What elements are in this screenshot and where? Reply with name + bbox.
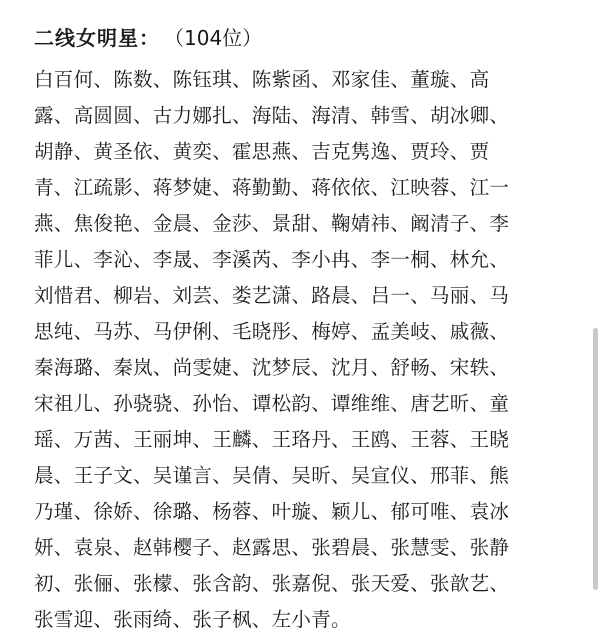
text-line: 青、江疏影、蒋梦婕、蒋勤勤、蒋依依、江映蓉、江一: [34, 176, 510, 199]
text-line: 秦海璐、秦岚、尚雯婕、沈梦辰、沈月、舒畅、宋轶、: [34, 356, 510, 379]
text-line: 胡静、黄圣依、黄奕、霍思燕、吉克隽逸、贾玲、贾: [34, 140, 490, 163]
heading-count: （104位）: [164, 25, 263, 50]
text-line: 露、高圆圆、古力娜扎、海陆、海清、韩雪、胡冰卿、: [34, 104, 510, 127]
text-line: 乃瑾、徐娇、徐璐、杨蓉、叶璇、颖儿、郁可唯、袁冰: [34, 500, 510, 523]
text-line: 燕、焦俊艳、金晨、金莎、景甜、鞠婧祎、阚清子、李: [34, 212, 510, 235]
heading: [34, 20, 262, 52]
heading-title: 二线女明星：: [34, 25, 160, 50]
text-line: 菲儿、李沁、李晟、李溪芮、李小冉、李一桐、林允、: [34, 248, 510, 271]
text-line: 初、张俪、张檬、张含韵、张嘉倪、张天爱、张歆艺、: [34, 572, 510, 595]
text-line: 妍、袁泉、赵韩樱子、赵露思、张碧晨、张慧雯、张静: [34, 536, 510, 559]
text-line: 白百何、陈数、陈钰琪、陈紫函、邓家佳、董璇、高: [34, 68, 490, 91]
text-line: 思纯、马苏、马伊俐、毛晓彤、梅婷、孟美岐、戚薇、: [34, 320, 510, 343]
text-line: 张雪迎、张雨绮、张子枫、左小青。: [34, 608, 351, 631]
text-line: 瑶、万茜、王丽坤、王麟、王珞丹、王鸥、王蓉、王晓: [34, 428, 510, 451]
name-list-paragraph: [34, 62, 554, 638]
text-line: 宋祖儿、孙骁骁、孙怡、谭松韵、谭维维、唐艺昕、童: [34, 392, 510, 415]
vertical-scrollbar[interactable]: [593, 328, 598, 590]
text-line: 晨、王子文、吴谨言、吴倩、吴昕、吴宣仪、邢菲、熊: [34, 464, 510, 487]
text-line: 刘惜君、柳岩、刘芸、娄艺潇、路晨、吕一、马丽、马: [34, 284, 510, 307]
